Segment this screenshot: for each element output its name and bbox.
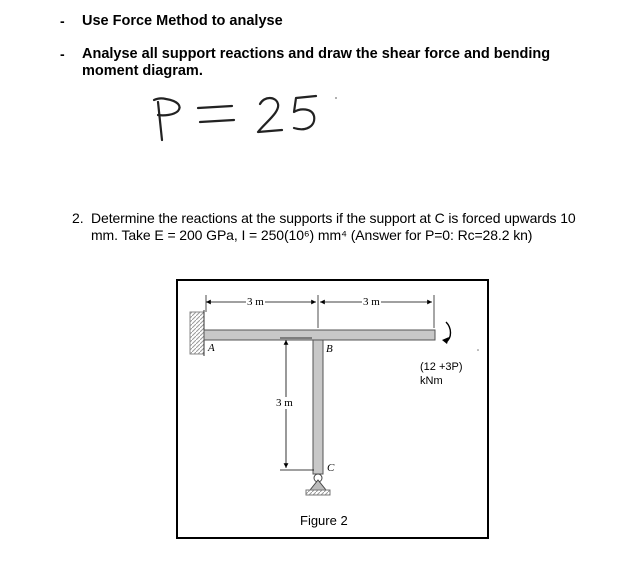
instruction-1-text: Use Force Method to analyse (82, 13, 283, 29)
dimension-right-label: 3 m (363, 296, 380, 308)
moment-value-label: (12 +3P) (420, 361, 463, 373)
point-b-label: B (326, 343, 333, 355)
bullet-2-marker: - (60, 46, 65, 62)
support-a-label: A (208, 342, 215, 354)
fixed-wall-a (190, 312, 204, 354)
question-number: 2. (72, 210, 84, 226)
figure-caption: Figure 2 (300, 513, 348, 528)
dimension-left-label: 3 m (247, 296, 264, 308)
question-line-2: mm. Take E = 200 GPa, I = 250(10⁶) mm⁴ (Answer for P=0: Rc=28.2 kn) (91, 227, 533, 243)
question-line-1: Determine the reactions at the supports if the support at C is forced upwards 10 (91, 210, 576, 226)
support-c-label: C (327, 462, 335, 474)
pin-support-c (306, 474, 330, 495)
instruction-2-line-1: Analyse all support reactions and draw the shear force and bending (82, 46, 551, 62)
horizontal-beam (204, 330, 435, 340)
moment-unit-label: kNm (420, 375, 443, 387)
instruction-2-line-2: moment diagram. (82, 63, 203, 79)
vertical-member (313, 340, 323, 474)
dimension-vertical-label: 3 m (276, 397, 293, 409)
bullet-1-marker: - (60, 13, 65, 29)
